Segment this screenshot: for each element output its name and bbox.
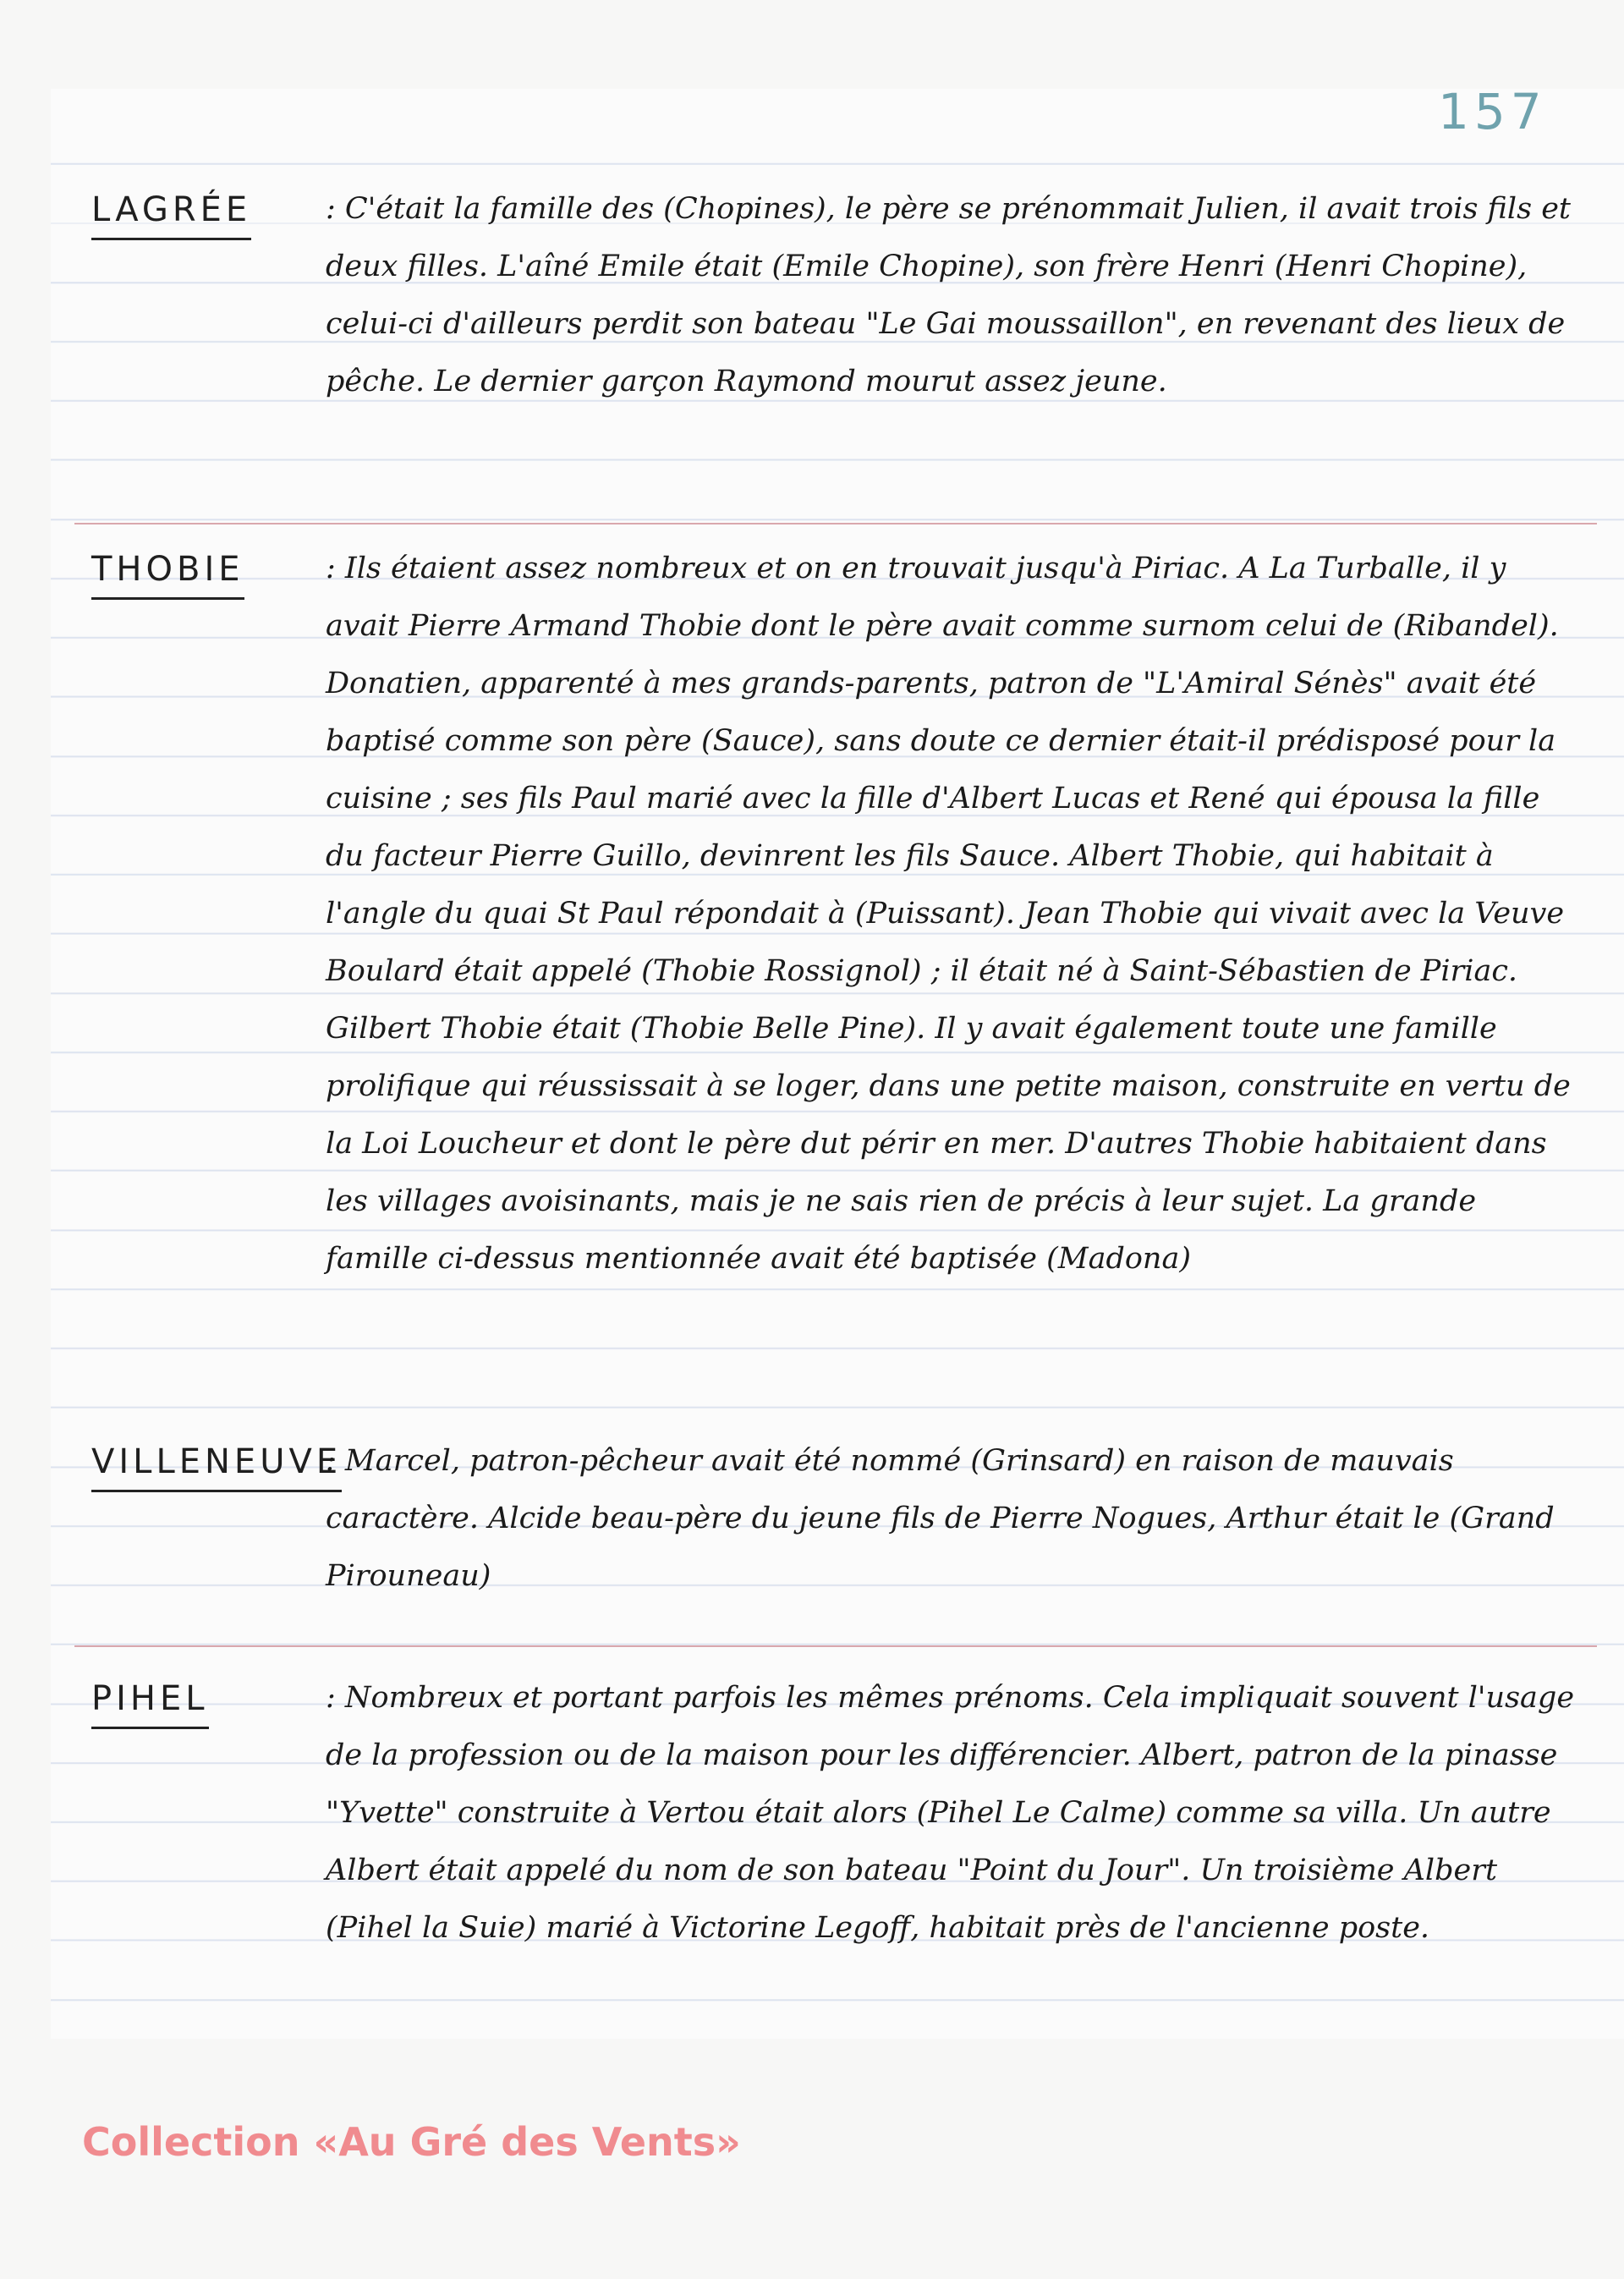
entry-name: PIHEL — [91, 1679, 209, 1729]
collection-footer: Collection «Au Gré des Vents» — [82, 2119, 741, 2165]
section-divider — [74, 1645, 1597, 1647]
entry-text: : Ils étaient assez nombreux et on en trouvait jusqu'à Piriac. A La Turballe, il y avait Pierre Armand Thobie dont le père avait comme surnom celui de (Ribandel). Donatien, apparenté à mes grands-parents, patron de "L'Amiral Sénès" avait été baptisé comme son père (Sauce), sans doute ce dernier était-il prédisposé pour la cuisine ; ses fils Paul marié avec la fille d'Albert Lucas et René qui épousa la fille du facteur Pierre Guillo, devinrent les fils Sauce. Albert Thobie, qui habitait à l'angle du quai St Paul répondait à (Puissant). Jean Thobie qui vivait avec la Veuve Boulard était appelé (Thobie Rossignol) ; il était né à Saint-Sébastien de Piriac. Gilbert Thobie était (Thobie Belle Pine). Il y avait également toute une famille prolifique qui réussissait à se loger, dans une petite maison, construite en vertu de la Loi Loucheur et dont le père dut périr en mer. D'autres Thobie habitaient dans les villages avoisinants, mais je ne sais rien de précis à leur sujet. La grande famille ci-dessus mentionnée avait été baptisée (Madona) — [326, 552, 1571, 1276]
entry-name: THOBIE — [91, 550, 244, 600]
section-divider — [74, 523, 1597, 524]
entry-text: : Marcel, patron-pêcheur avait été nommé (Grinsard) en raison de mauvais caractère. Alcide beau-père du jeune fils de Pierre Nogues, Arthur était le (Grand Pirouneau) — [326, 1444, 1555, 1593]
entry-text: : C'était la famille des (Chopines), le père se prénommait Julien, il avait trois fils et deux filles. L'aîné Emile était (Emile Chopine), son frère Henri (Henri Chopine), celui-ci d'ailleurs perdit son bateau "Le Gai moussaillon", en revenant des lieux de pêche. Le dernier garçon Raymond mourut assez jeune. — [326, 192, 1571, 398]
entry-text: : Nombreux et portant parfois les mêmes prénoms. Cela impliquait souvent l'usage de la profession ou de la maison pour les différencier. Albert, patron de la pinasse "Yvette" construite à Vertou était alors (Pihel Le Calme) comme sa villa. Un autre Albert était appelé du nom de son bateau "Point du Jour". Un troisième Albert (Pihel la Suie) marié à Victorine Legoff, habitait près de l'ancienne poste. — [326, 1681, 1575, 1945]
page-number: 157 — [1438, 83, 1547, 140]
entry-name: VILLENEUVE — [91, 1442, 342, 1492]
entry-name: LAGRÉE — [91, 190, 251, 240]
